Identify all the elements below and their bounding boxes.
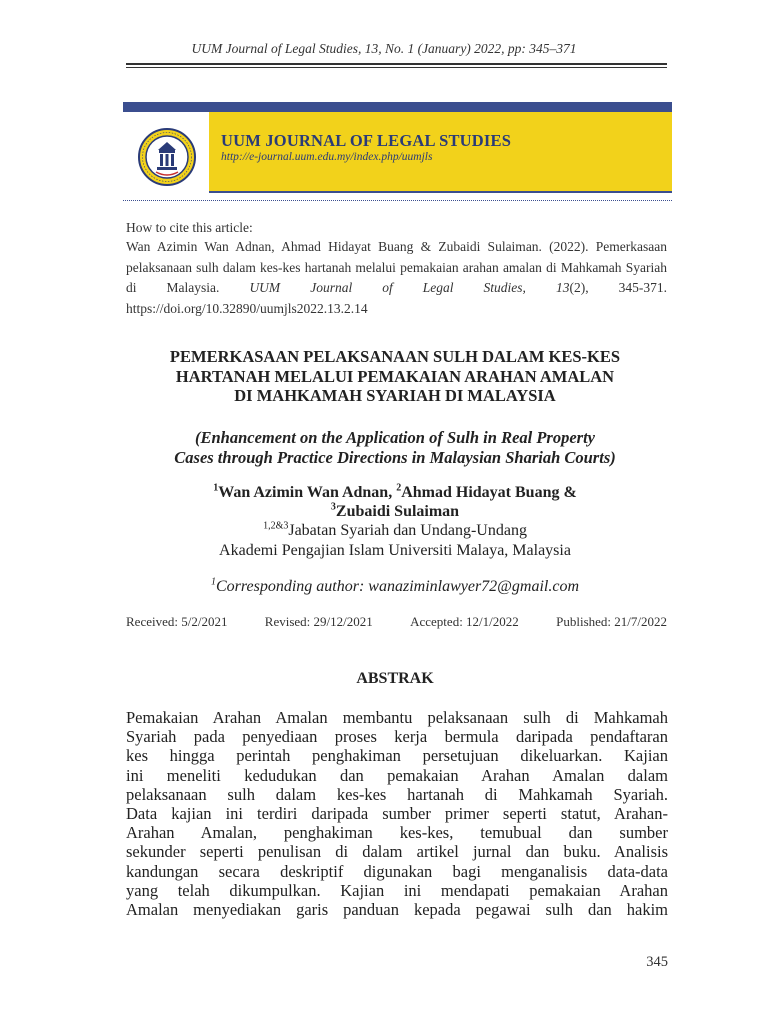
abstract-line: Arahan Amalan, penghakiman kes-kes, temubual dan sumber [126, 823, 668, 843]
header-rule [126, 63, 667, 65]
corresponding-text[interactable]: Corresponding author: wanaziminlawyer72@gmail.com [215, 578, 579, 595]
article-dates [126, 614, 667, 630]
affiliation-dept: Jabatan Syariah dan Undang-Undang [288, 522, 527, 539]
date-received: Received: 5/2/2021 [126, 614, 228, 629]
date-accepted: Accepted: 12/1/2022 [410, 614, 519, 629]
abstract-line: ini meneliti kedudukan dan pemakaian Arahan Amalan dalam [126, 765, 668, 785]
abstract-line: Data kajian ini terdiri daripada sumber primer seperti statut, Arahan- [126, 804, 668, 824]
dotted-divider [123, 200, 672, 201]
page-number: 345 [646, 954, 668, 970]
subtitle-line: Cases through Practice Directions in Malaysian Shariah Courts) [174, 447, 616, 467]
abstract-line: kandungan secara deskriptif digunakan bagi menganalisis data-data [126, 861, 668, 881]
affiliation-line-1 [100, 521, 690, 541]
author-name: Zubaidi Sulaiman [335, 502, 460, 520]
abstract-line: sekunder seperti penulisan di dalam artikel jurnal dan buku. Analisis [126, 842, 668, 862]
banner-logo-box [123, 112, 209, 193]
abstract-line: Pemakaian Arahan Amalan membantu pelaksanaan sulh di Mahkamah [126, 708, 668, 727]
title-line: HARTANAH MELALUI PEMAKAIAN ARAHAN AMALAN [175, 366, 615, 386]
author-line-2 [100, 503, 690, 522]
journal-name: UUM JOURNAL OF LEGAL STUDIES [221, 131, 512, 150]
author-sup: 2 [396, 482, 402, 494]
abstract-line: pelaksanaan sulh dalam kes-kes hartanah di Mahkamah Syariah. [126, 784, 668, 804]
header-rule-thin [126, 67, 667, 68]
article-title [100, 347, 690, 406]
abstract-body [126, 708, 668, 919]
date-published: Published: 21/7/2022 [556, 614, 667, 629]
citation-journal: UUM Journal of Legal Studies, 13 [249, 280, 570, 295]
corresponding-sup: 1 [210, 576, 216, 588]
author-line-1 [100, 484, 690, 503]
banner-bottom-band [209, 191, 672, 193]
author-name: Ahmad Hidayat Buang & [401, 484, 577, 501]
article-subtitle [100, 428, 690, 467]
subtitle-line: (Enhancement on the Application of Sulh in Real Property [194, 428, 596, 447]
author-name: Wan Azimin Wan Adnan, [218, 484, 397, 501]
affiliation-line-2: Akademi Pengajian Islam Universiti Malaya, Malaysia [219, 542, 571, 559]
author-list [100, 484, 690, 521]
date-revised: Revised: 29/12/2021 [264, 614, 373, 629]
citation-main: Wan Azimin Wan Adnan, Ahmad Hidayat Buang & Zubaidi Sulaiman. (2022). Pemerkasaan pelaksanaan sulh dalam kes-kes hartanah melalui pemakaian arahan amalan di Mahkamah Syariah di Malaysia. [126, 239, 667, 295]
title-line: DI MAHKAMAH SYARIAH DI MALAYSIA [234, 386, 556, 405]
citation-issue[interactable]: (2), 345-371. https://doi.org/10.32890/uumjls2022.13.2.14 [126, 280, 667, 316]
affiliation-sup: 1,2&3 [263, 520, 289, 532]
author-sup: 3 [330, 501, 336, 513]
abstract-line: yang telah dikumpulkan. Kajian ini mendapati pemakaian Arahan [126, 880, 668, 900]
affiliation [100, 521, 690, 561]
title-line: PEMERKASAAN PELAKSANAAN SULH DALAM KES-KES [169, 347, 621, 366]
university-seal-icon [138, 128, 196, 186]
corresponding-author [100, 578, 690, 596]
journal-url[interactable]: http://e-journal.uum.edu.my/index.php/uumjls [221, 151, 433, 163]
banner-top-band [123, 102, 672, 112]
author-sup: 1 [213, 482, 219, 494]
abstract-line: kes hingga perintah penghakiman persetujuan dikeluarkan. Kajian [126, 746, 668, 766]
citation-heading: How to cite this article: [126, 220, 253, 235]
abstract-heading: ABSTRAK [356, 670, 434, 687]
citation-text [126, 237, 667, 319]
running-head: UUM Journal of Legal Studies, 13, No. 1 (January) 2022, pp: 345–371 [191, 41, 577, 56]
abstract-line: Amalan menyediakan garis panduan kepada pegawai sulh dan hakim [126, 900, 668, 920]
abstract-line: Syariah pada penyediaan proses kerja bermula daripada pendaftaran [126, 727, 668, 747]
journal-banner [123, 102, 672, 193]
